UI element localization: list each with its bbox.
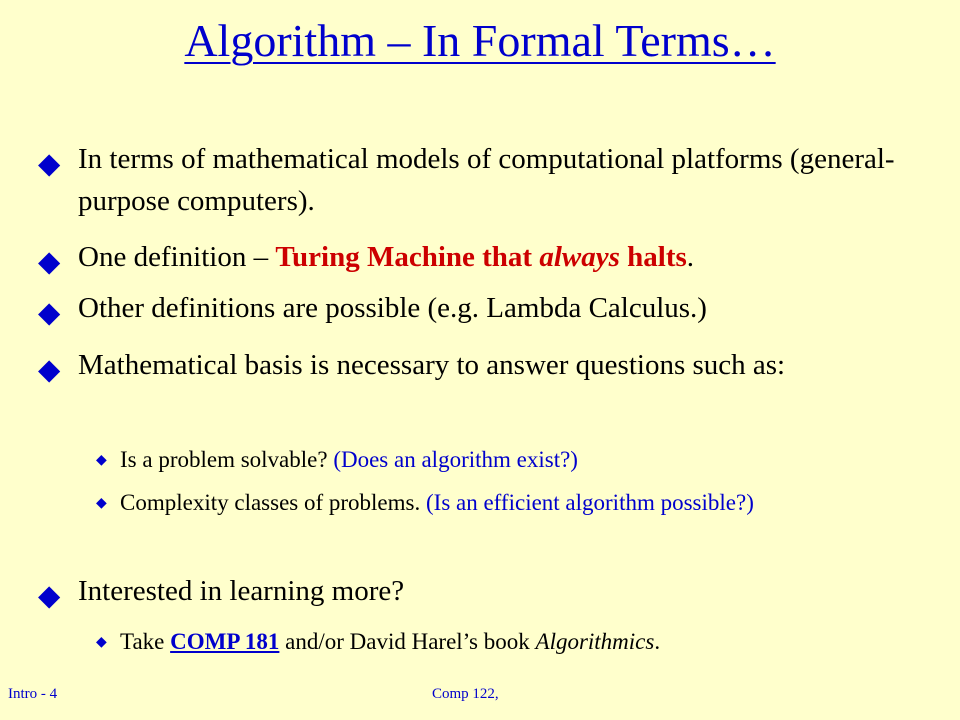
bullet-1: In terms of mathematical models of computational platforms (general-purpose computers).	[78, 143, 895, 217]
sub-bullet-1-text: Is a problem solvable?	[120, 447, 334, 472]
bullet-5: Interested in learning more?	[78, 575, 405, 607]
book-title: Algorithmics	[535, 629, 655, 654]
diamond-bullet-icon: ◆	[38, 297, 61, 329]
sub-bullet-2	[120, 486, 900, 520]
halts-highlight: halts	[619, 241, 687, 273]
bullet-4: Mathematical basis is necessary to answer questions such as:	[78, 349, 786, 381]
bullet-3: Other definitions are possible (e.g. Lambda Calculus.)	[78, 292, 707, 324]
small-diamond-bullet-icon: ◆	[96, 496, 107, 511]
sub-bullet-3	[120, 625, 900, 659]
turing-machine-highlight: Turing Machine that	[275, 241, 540, 273]
sub-bullet-1	[120, 443, 900, 477]
footer-slide-number: Intro - 4	[8, 686, 58, 702]
sub-bullet-3-post: .	[654, 629, 661, 654]
sub-bullet-3-pre: Take	[120, 629, 171, 654]
bullet-2	[78, 236, 908, 278]
diamond-bullet-icon: ◆	[38, 246, 61, 278]
sub-bullet-3-mid: and/or David Harel’s book	[279, 629, 536, 654]
bullet-2-pre: One definition –	[78, 241, 276, 273]
small-diamond-bullet-icon: ◆	[96, 635, 107, 650]
sub-bullet-2-note: (Is an efficient algorithm possible?)	[426, 490, 754, 515]
slide-title: Algorithm – In Formal Terms…	[184, 15, 776, 66]
sub-bullet-1-note: (Does an algorithm exist?)	[333, 447, 578, 472]
small-diamond-bullet-icon: ◆	[96, 453, 107, 468]
diamond-bullet-icon: ◆	[38, 580, 61, 612]
always-emphasis: always	[539, 241, 620, 273]
comp-181-link[interactable]: COMP 181	[170, 629, 280, 654]
bullet-2-post: .	[686, 241, 695, 273]
footer-course: Comp 122,	[432, 686, 499, 702]
diamond-bullet-icon: ◆	[38, 354, 61, 386]
sub-bullet-2-text: Complexity classes of problems.	[120, 490, 426, 515]
diamond-bullet-icon: ◆	[38, 148, 61, 180]
